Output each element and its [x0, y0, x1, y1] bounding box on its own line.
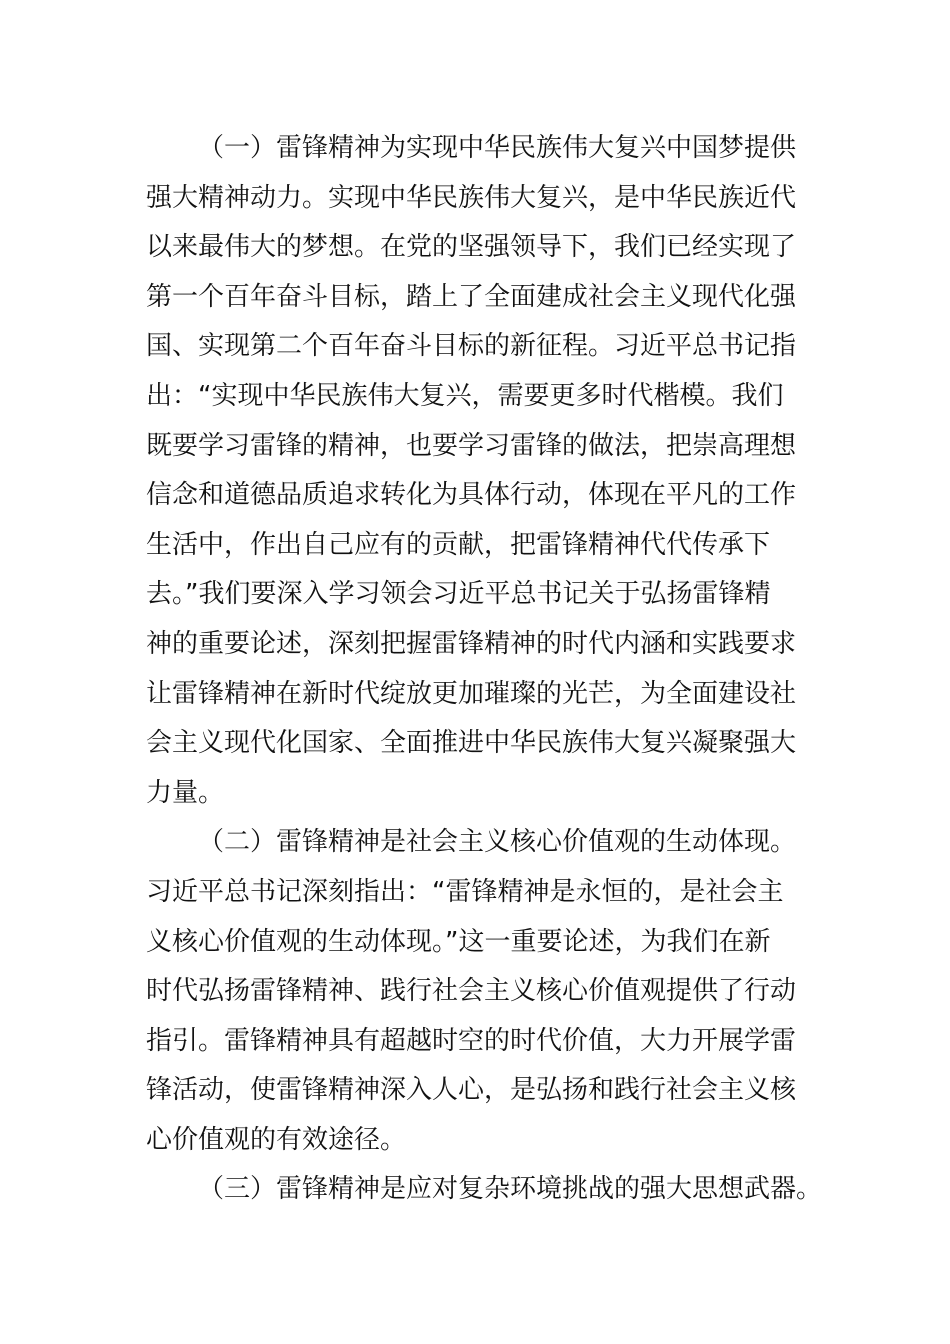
paragraph-1-line-11: 神的重要论述，深刻把握雷锋精神的时代内涵和实践要求	[146, 628, 797, 659]
paragraph-1-line-8: 信念和道德品质追求转化为具体行动，体现在平凡的工作	[146, 480, 797, 511]
paragraph-2-line-7: 心价值观的有效途径。	[146, 1124, 407, 1155]
paragraph-1-line-6: 出：“实现中华民族伟大复兴，需要更多时代楷模。我们	[146, 380, 784, 411]
document-body	[146, 124, 846, 1215]
paragraph-2-line-3: 义核心价值观的生动体现。”这一重要论述，为我们在新	[146, 926, 771, 957]
paragraph-1-line-1: （一）雷锋精神为实现中华民族伟大复兴中国梦提供	[198, 133, 797, 163]
paragraph-2-line-1: （二）雷锋精神是社会主义核心价值观的生动体现。	[198, 827, 797, 858]
paragraph-2-line-2: 习近平总书记深刻指出：“雷锋精神是永恒的，是社会主	[146, 876, 784, 907]
paragraph-1-line-5: 国、实现第二个百年奋斗目标的新征程。习近平总书记指	[146, 331, 797, 362]
paragraph-1-line-13: 会主义现代化国家、全面推进中华民族伟大复兴凝聚强大	[146, 728, 797, 759]
paragraph-1-line-7: 既要学习雷锋的精神，也要学习雷锋的做法，把崇高理想	[146, 430, 797, 461]
paragraph-1-line-9: 生活中，作出自己应有的贡献，把雷锋精神代代传承下	[146, 529, 771, 560]
paragraph-1-line-14: 力量。	[146, 777, 225, 808]
paragraph-1-line-12: 让雷锋精神在新时代绽放更加璀璨的光芒，为全面建设社	[146, 678, 797, 709]
paragraph-1-line-2: 强大精神动力。实现中华民族伟大复兴，是中华民族近代	[146, 182, 797, 213]
paragraph-1-line-10: 去。”我们要深入学习领会习近平总书记关于弘扬雷锋精	[146, 579, 771, 610]
paragraph-2-line-6: 锋活动，使雷锋精神深入人心，是弘扬和践行社会主义核	[146, 1075, 797, 1106]
paragraph-3-line-1: （三）雷锋精神是应对复杂环境挑战的强大思想武器。	[198, 1174, 823, 1205]
paragraph-1-line-3: 以来最伟大的梦想。在党的坚强领导下，我们已经实现了	[146, 232, 797, 263]
paragraph-2-line-4: 时代弘扬雷锋精神、践行社会主义核心价值观提供了行动	[146, 976, 797, 1007]
paragraph-2-line-5: 指引。雷锋精神具有超越时空的时代价值，大力开展学雷	[146, 1025, 797, 1056]
paragraph-1-line-4: 第一个百年奋斗目标，踏上了全面建成社会主义现代化强	[146, 281, 797, 312]
